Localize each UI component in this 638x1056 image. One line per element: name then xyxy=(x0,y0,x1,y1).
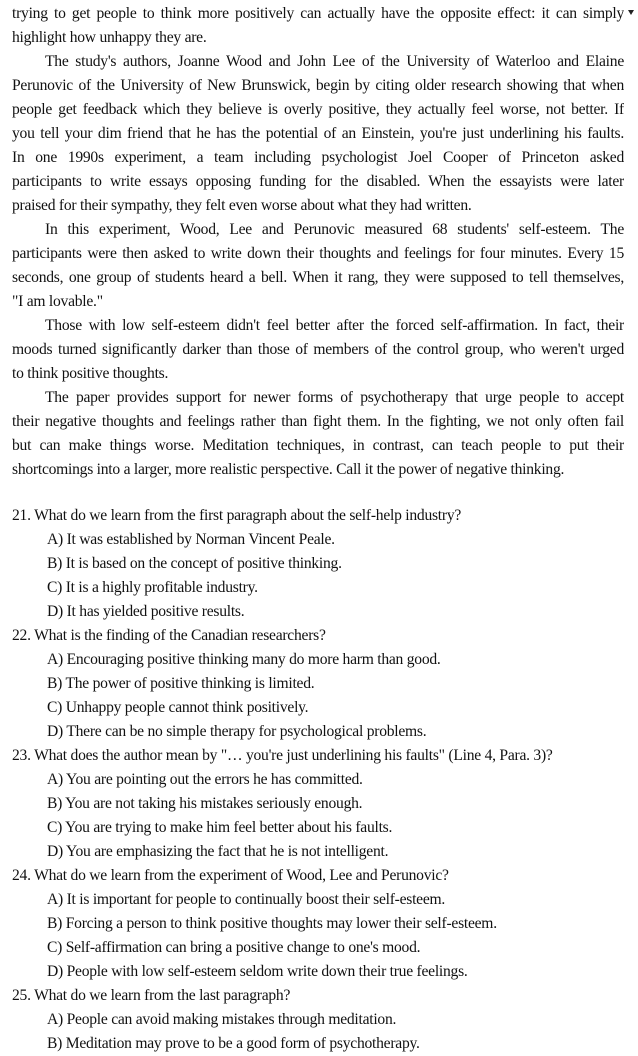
passage-line: highlight how unhappy they are. xyxy=(12,29,207,46)
paragraph-first-line: In this experiment, Wood, Lee and Perunovic measured 68 students' self-esteem. The xyxy=(45,221,624,238)
answer-option: D) It has yielded positive results. xyxy=(47,603,245,620)
section-gap xyxy=(12,482,624,504)
question-text: 23. What does the author mean by "… you're just underlining his faults" (Line 4, Para. 3)? xyxy=(12,747,553,764)
answer-option: C) Self-affirmation can bring a positive change to one's mood. xyxy=(47,939,421,956)
answer-option: B) You are not taking his mistakes seriously enough. xyxy=(47,795,363,812)
answer-option: A) People can avoid making mistakes through meditation. xyxy=(47,1011,397,1028)
passage-line: participants to write essays opposing funding for the disabled. When the essayists were later xyxy=(12,173,624,190)
passage-line: to think positive thoughts. xyxy=(12,365,169,382)
passage-line: Perunovic of the University of New Brunswick, begin by citing older research showing that when xyxy=(12,77,624,94)
question-block xyxy=(12,984,624,1056)
answer-option: D) You are emphasizing the fact that he is not intelligent. xyxy=(47,843,389,860)
passage-line: you tell your dim friend that he has the potential of an Einstein, you're just underlining his faults. xyxy=(12,125,624,142)
passage-line: their negative thoughts and feelings rather than fight them. In the fighting, we not only often fail xyxy=(12,413,624,430)
passage-line: but can make things worse. Meditation techniques, in contrast, can teach people to put their xyxy=(12,437,624,454)
passage-line: seconds, one group of students heard a bell. When it rang, they were supposed to tell themselves, xyxy=(12,269,624,286)
passage-line: people get feedback which they believe is overly positive, they actually feel worse, not better. If xyxy=(12,101,624,118)
answer-option: A) It is important for people to continually boost their self-esteem. xyxy=(47,891,446,908)
paragraph-first-line: The paper provides support for newer forms of psychotherapy that urge people to accept xyxy=(45,389,624,406)
answer-option: B) Forcing a person to think positive thoughts may lower their self-esteem. xyxy=(47,915,497,932)
paragraph-first-line: Those with low self-esteem didn't feel better after the forced self-affirmation. In fact, their xyxy=(45,317,624,334)
passage-line: In one 1990s experiment, a team including psychologist Joel Cooper of Princeton asked xyxy=(12,149,624,166)
question-block xyxy=(12,624,624,744)
passage-line: moods turned significantly darker than those of members of the control group, who weren't urged xyxy=(12,341,624,358)
answer-option: A) It was established by Norman Vincent Peale. xyxy=(47,531,335,548)
paragraph-first-line: The study's authors, Joanne Wood and John Lee of the University of Waterloo and Elaine xyxy=(45,53,624,70)
question-block xyxy=(12,744,624,864)
answer-option: B) The power of positive thinking is limited. xyxy=(47,675,315,692)
question-list xyxy=(12,504,624,1056)
answer-option: A) You are pointing out the errors he has committed. xyxy=(47,771,363,788)
question-block xyxy=(12,864,624,984)
passage-line: participants were then asked to write down their thoughts and feelings for four minutes. Every 15 xyxy=(12,245,624,262)
question-text: 24. What do we learn from the experiment of Wood, Lee and Perunovic? xyxy=(12,867,449,884)
answer-option: D) People with low self-esteem seldom write down their true feelings. xyxy=(47,963,468,980)
answer-option: C) Unhappy people cannot think positively. xyxy=(47,699,309,716)
question-text: 25. What do we learn from the last paragraph? xyxy=(12,987,291,1004)
passage-line: praised for their sympathy, they felt even worse about what they had written. xyxy=(12,197,472,214)
reading-passage xyxy=(12,2,624,482)
answer-option: C) It is a highly profitable industry. xyxy=(47,579,258,596)
answer-option: B) Meditation may prove to be a good form of psychotherapy. xyxy=(47,1035,420,1052)
answer-option: C) You are trying to make him feel better about his faults. xyxy=(47,819,393,836)
passage-line: shortcomings into a larger, more realistic perspective. Call it the power of negative thinking. xyxy=(12,461,565,478)
question-text: 21. What do we learn from the first paragraph about the self-help industry? xyxy=(12,507,462,524)
answer-option: A) Encouraging positive thinking many do more harm than good. xyxy=(47,651,441,668)
answer-option: B) It is based on the concept of positive thinking. xyxy=(47,555,342,572)
question-text: 22. What is the finding of the Canadian researchers? xyxy=(12,627,326,644)
answer-option: D) There can be no simple therapy for psychological problems. xyxy=(47,723,427,740)
exam-page xyxy=(12,2,624,1056)
passage-line: "I am lovable." xyxy=(12,293,103,310)
passage-line: trying to get people to think more positively can actually have the opposite effect: it can simply xyxy=(12,5,624,22)
question-block xyxy=(12,504,624,624)
corner-mark-icon xyxy=(628,10,634,15)
